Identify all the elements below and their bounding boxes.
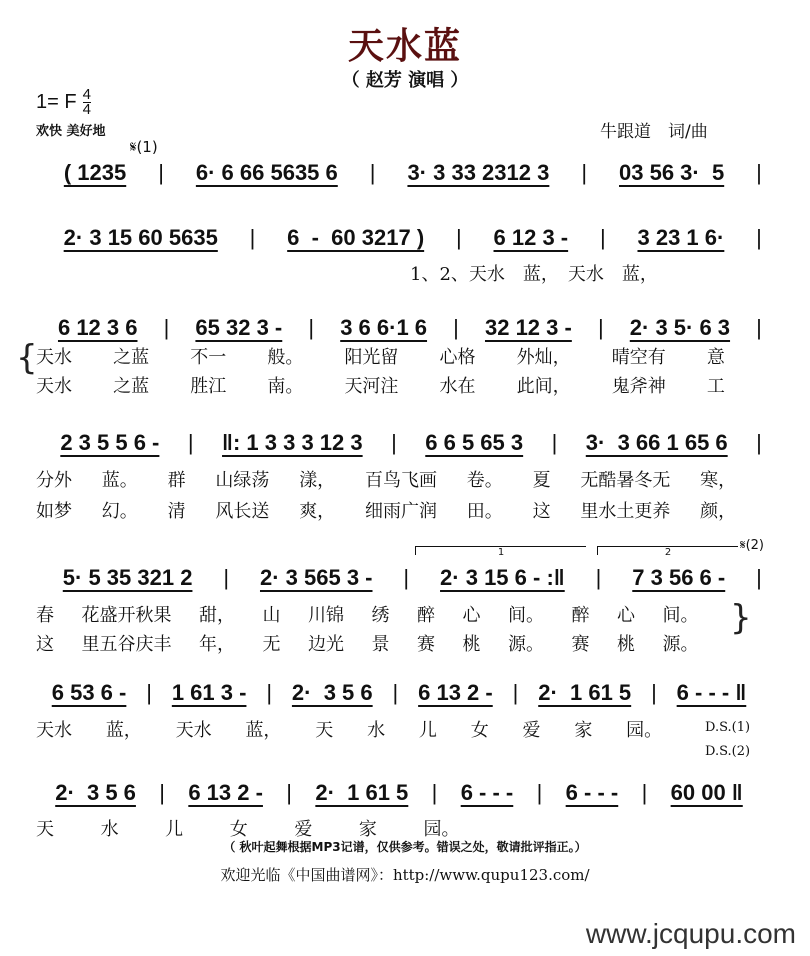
lyric-word: 风长送 <box>215 501 270 522</box>
barline: | <box>756 430 762 455</box>
lyric-word: 园。 <box>626 720 663 741</box>
measure: 2· 3 565 3 - <box>259 565 373 590</box>
barline: | <box>431 780 438 805</box>
measure: 2· 1 61 5 <box>538 680 632 705</box>
score-system <box>34 160 764 186</box>
lyric-word: 园。 <box>423 819 460 840</box>
barline: | <box>187 430 194 455</box>
lyric-word: 赛 <box>417 634 435 655</box>
barline: | <box>223 565 230 590</box>
lyric-word: 分外 <box>36 470 72 491</box>
barline: | <box>455 225 462 250</box>
barline: | <box>595 565 602 590</box>
ds-2: D.S.(2) <box>705 744 751 759</box>
lyric-word: 晴空有 <box>611 347 666 368</box>
measure: 2· 3 5· 6 3 <box>629 315 731 340</box>
barline: | <box>551 430 558 455</box>
transcriber-note: （ 秋叶起舞根据MP3记谱，仅供参考。错误之处，敬请批评指正。） <box>223 840 587 854</box>
lyric-line: 1、2、天水 蓝， 天水 蓝， <box>410 264 658 285</box>
lyric-word: 爱 <box>294 819 313 840</box>
lyric-word: 心 <box>462 605 481 626</box>
lyric-word: 幻。 <box>101 501 138 522</box>
lyric-word: 百鸟飞画 <box>364 470 437 491</box>
time-bottom: 4 <box>82 101 91 118</box>
lyric-word: 意 <box>706 347 725 368</box>
measure: 2· 3 15 60 5635 <box>63 225 218 250</box>
lyric-word: 此间， <box>516 376 571 397</box>
key: 1= F <box>36 91 77 113</box>
score-system <box>34 225 764 251</box>
measure: 6 12 3 - <box>493 225 569 250</box>
barline: | <box>597 315 604 340</box>
barline: | <box>369 160 376 185</box>
lyric-word: 家 <box>574 720 593 741</box>
lyric-word: 群 <box>167 470 186 491</box>
measure: 60 00 ‖ <box>670 780 743 805</box>
measure: 6 53 6 - <box>51 680 127 705</box>
lyric-word: 间。 <box>662 605 699 626</box>
lyric-word: 天水 <box>36 720 72 741</box>
score-system <box>34 430 764 456</box>
segno-icon: 𝄋(1) <box>130 138 158 156</box>
composer: 牛跟道 词/曲 <box>600 122 708 142</box>
lyric-word: 无酷暑冬无 <box>580 470 671 491</box>
lyric-word: 山绿荡 <box>215 470 270 491</box>
measure: 6 - - - <box>565 780 619 805</box>
lyric-word: 女 <box>470 720 489 741</box>
measure: 2 3 5 5 6 - <box>60 430 160 455</box>
score-system <box>34 680 764 706</box>
tempo-marking: 欢快 美好地 <box>36 124 106 139</box>
lyric-line <box>36 630 726 656</box>
lyric-word: 这 <box>36 634 54 655</box>
ds-1: D.S.(1) <box>705 720 751 735</box>
lyric-word: 边光 <box>308 634 344 655</box>
lyric-word: 桃 <box>462 634 481 655</box>
barline: | <box>756 565 762 590</box>
lyric-word: 春 <box>36 605 54 626</box>
lyric-word: 源。 <box>662 634 699 655</box>
lyric-word: 蓝。 <box>101 470 138 491</box>
lyric-word: 外灿， <box>516 347 571 368</box>
segno-icon: 𝄋(2) <box>740 538 765 553</box>
lyric-word: 爱 <box>522 720 541 741</box>
lyric-word: 醉 <box>571 605 590 626</box>
site-link[interactable]: 欢迎光临《中国曲谱网》：http://www.qupu123.com/ <box>220 866 590 884</box>
barline: | <box>403 565 410 590</box>
score-system <box>34 565 764 591</box>
barline: | <box>163 315 170 340</box>
lyric-word: 心格 <box>439 347 476 368</box>
lyric-word: 无 <box>262 634 281 655</box>
barline: | <box>146 680 152 705</box>
lyric-word: 清 <box>167 501 186 522</box>
singer: （ 赵芳 演唱 ） <box>341 70 469 91</box>
volta-2: 2 <box>597 546 738 555</box>
measure: 6 6 5 65 3 <box>425 430 524 455</box>
lyric-word: 天水 <box>36 347 72 368</box>
lyric-word: 颜， <box>700 501 737 522</box>
lyric-word: 这 <box>532 501 551 522</box>
volta-1: 1 <box>415 546 586 555</box>
barline: | <box>581 160 588 185</box>
measure: 3 6 6·1 6 <box>340 315 428 340</box>
lyric-word: 里五谷庆丰 <box>81 634 172 655</box>
lyric-word: 女 <box>229 819 248 840</box>
time-signature <box>83 88 91 117</box>
lyric-word: 川锦 <box>308 605 344 626</box>
barline: | <box>536 780 543 805</box>
measure: 2· 3 5 6 <box>55 780 136 805</box>
lyric-word: 不一 <box>190 347 227 368</box>
lyric-word: 间。 <box>508 605 544 626</box>
barline: | <box>286 780 292 805</box>
lyric-line <box>36 601 726 627</box>
measure: 6 - - - ‖ <box>676 680 747 705</box>
measure: 5· 5 35 321 2 <box>62 565 193 590</box>
measure: 6 12 3 6 <box>57 315 138 340</box>
measure: 03 56 3· 5 <box>619 160 725 185</box>
measure: 3 23 1 6· <box>637 225 725 250</box>
time-top: 4 <box>82 86 91 103</box>
measure: 3· 3 33 2312 3 <box>407 160 550 185</box>
lyric-line <box>36 497 766 523</box>
lyric-word: 年， <box>199 634 235 655</box>
lyric-word: 寒， <box>700 470 737 491</box>
measure: 1 61 3 - <box>171 680 247 705</box>
barline: | <box>453 315 459 340</box>
lyric-word: 南。 <box>267 376 304 397</box>
lyric-word: 如梦 <box>36 501 72 522</box>
lyric-word: 卷。 <box>466 470 503 491</box>
lyric-line <box>36 372 766 398</box>
barline: | <box>266 680 273 705</box>
key-signature <box>36 88 91 117</box>
lyric-word: 鬼斧神 <box>611 376 666 397</box>
lyric-word: 胜江 <box>190 376 227 397</box>
lyric-word: 天水 <box>36 376 72 397</box>
lyric-word: 之蓝 <box>113 347 150 368</box>
lyric-word: 夏 <box>532 470 551 491</box>
barline: | <box>392 680 399 705</box>
measure: 2· 1 61 5 <box>315 780 409 805</box>
lyric-word: 源。 <box>508 634 544 655</box>
measure: 6 - 60 3217 ) <box>287 225 425 250</box>
measure: 6· 6 66 5635 6 <box>195 160 338 185</box>
barline: | <box>756 160 762 185</box>
barline: | <box>756 225 762 250</box>
lyric-word: 水 <box>100 819 119 840</box>
lyric-word: 山 <box>262 605 281 626</box>
lyric-word: 心 <box>617 605 635 626</box>
measure: 6 13 2 - <box>418 680 493 705</box>
lyric-word: 水在 <box>439 376 476 397</box>
barline: | <box>308 315 315 340</box>
measure: 2· 3 5 6 <box>291 680 373 705</box>
lyric-word: 蓝， <box>105 720 142 741</box>
lyric-word: 之蓝 <box>113 376 150 397</box>
lyric-line <box>36 343 766 369</box>
song-title: 天水蓝 <box>347 26 462 67</box>
barline: | <box>512 680 519 705</box>
barline: | <box>391 430 397 455</box>
lyric-word: 醉 <box>417 605 435 626</box>
lyric-word: 水 <box>367 720 386 741</box>
measure: 3· 3 66 1 65 6 <box>585 430 728 455</box>
barline: | <box>159 780 165 805</box>
measure: 6 13 2 - <box>188 780 263 805</box>
lyric-word: 天水 <box>175 720 212 741</box>
lyric-word: 景 <box>371 634 390 655</box>
lyric-word: 天河注 <box>344 376 399 397</box>
lyric-word: 赛 <box>571 634 590 655</box>
measure: 32 12 3 - <box>484 315 572 340</box>
measure: 7 3 56 6 - <box>632 565 726 590</box>
lyric-word: 家 <box>358 819 377 840</box>
measure: ( 1235 <box>63 160 127 185</box>
lyric-word: 天 <box>315 720 334 741</box>
lyric-word: 漾， <box>299 470 336 491</box>
barline: | <box>756 315 762 340</box>
lyric-word: 细雨广润 <box>364 501 437 522</box>
lyric-line <box>36 815 506 841</box>
barline: | <box>249 225 256 250</box>
lyric-word: 工 <box>706 376 725 397</box>
brace-icon: } <box>730 598 752 638</box>
measure: 2· 3 15 6 - :‖ <box>440 565 565 590</box>
lyric-word: 阳光留 <box>344 347 399 368</box>
score-system <box>34 780 764 806</box>
lyric-word: 儿 <box>165 819 184 840</box>
measure: ‖: 1 3 3 3 12 3 <box>222 430 363 455</box>
watermark: www.jcqupu.com <box>585 918 796 949</box>
barline: | <box>599 225 606 250</box>
score-system <box>34 315 764 341</box>
barline: | <box>158 160 164 185</box>
lyric-line <box>36 466 766 492</box>
lyric-word: 蓝， <box>245 720 282 741</box>
measure: 65 32 3 - <box>195 315 283 340</box>
brace-icon: { <box>16 338 38 378</box>
lyric-word: 桃 <box>617 634 635 655</box>
lyric-word: 儿 <box>418 720 437 741</box>
lyric-line <box>36 716 696 742</box>
lyric-word: 田。 <box>466 501 503 522</box>
lyric-word: 天 <box>36 819 54 840</box>
barline: | <box>651 680 657 705</box>
lyric-word: 般。 <box>267 347 304 368</box>
measure: 6 - - - <box>460 780 514 805</box>
lyric-word: 里水土更养 <box>580 501 671 522</box>
lyric-word: 爽， <box>299 501 336 522</box>
lyric-word: 绣 <box>371 605 390 626</box>
barline: | <box>641 780 648 805</box>
lyric-word: 甜， <box>199 605 235 626</box>
lyric-word: 花盛开秋果 <box>81 605 172 626</box>
